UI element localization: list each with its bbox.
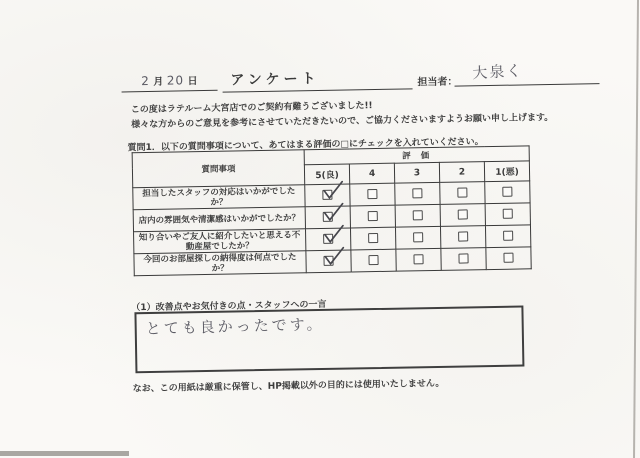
question-label: 今回のお部屋探しの納得度は何点でしたか？ (134, 251, 306, 276)
table-header-rating: 評価 (304, 146, 529, 165)
checkmark-icon (322, 225, 344, 246)
date-day-label: 日 (187, 76, 198, 88)
checkbox[interactable] (458, 254, 468, 264)
rating-column-4: 4 (349, 163, 394, 184)
rating-checkbox-cell[interactable] (485, 181, 530, 204)
rating-checkbox-cell[interactable] (440, 226, 485, 249)
rating-checkbox-cell[interactable] (305, 228, 350, 251)
checkbox[interactable] (503, 209, 513, 219)
rating-checkbox-cell[interactable] (350, 205, 395, 228)
rating-checkbox-cell[interactable] (440, 182, 485, 205)
checkmark-icon (321, 181, 343, 202)
rating-checkbox-cell[interactable] (395, 226, 440, 249)
checkbox[interactable] (503, 231, 513, 241)
checkbox[interactable] (503, 253, 513, 263)
checkbox[interactable] (457, 188, 467, 198)
page-title: アンケート (230, 70, 320, 89)
handwritten-comment: とても良かったです。 (145, 315, 325, 338)
checkbox[interactable] (367, 189, 377, 199)
rating-checkbox-cell[interactable] (395, 182, 440, 205)
rating-checkbox-cell[interactable] (396, 248, 441, 271)
rating-checkbox-cell[interactable] (351, 249, 396, 272)
checkbox[interactable] (323, 256, 333, 266)
checkbox[interactable] (458, 232, 468, 242)
checkbox[interactable] (322, 190, 332, 200)
staff-label: 担当者： (417, 76, 458, 89)
checkbox[interactable] (323, 234, 333, 244)
date-month-label: 月 (153, 76, 164, 88)
question-label: 知り合いやご友人に紹介したいと思える不動産屋でしたか？ (134, 229, 306, 254)
checkbox[interactable] (323, 212, 333, 222)
staff-underline (455, 83, 600, 87)
checkbox[interactable] (368, 211, 378, 221)
survey-date (121, 72, 217, 93)
intro-line-2: 様々な方からのご意見を参考にさせていただきたいので、ご協力くださいますようお願い申し上げます。 (131, 112, 554, 131)
checkbox[interactable] (413, 210, 423, 220)
title-underline (222, 66, 412, 92)
staff-field (417, 61, 599, 89)
date-month-handwritten: 2 (141, 73, 150, 89)
question-label: 店内の雰囲気や清潔感はいかがでしたか？ (133, 207, 305, 232)
checkbox[interactable] (458, 210, 468, 220)
table-header-questions: 質問事項 (132, 150, 305, 188)
rating-column-2: 2 (439, 162, 484, 183)
question-label: 担当したスタッフの対応はいかがでしたか？ (133, 185, 305, 210)
checkbox[interactable] (368, 255, 378, 265)
checkmark-icon (322, 203, 344, 224)
rating-checkbox-cell[interactable] (306, 250, 351, 273)
rating-checkbox-cell[interactable] (486, 247, 531, 270)
checkbox[interactable] (368, 233, 378, 243)
rating-checkbox-cell[interactable] (305, 184, 350, 207)
checkbox[interactable] (413, 232, 423, 242)
rating-column-1: 1(悪) (484, 161, 529, 182)
comment-box[interactable] (134, 305, 524, 373)
rating-checkbox-cell[interactable] (350, 183, 395, 206)
checkbox[interactable] (412, 188, 422, 198)
rating-checkbox-cell[interactable] (485, 203, 530, 226)
rating-checkbox-cell[interactable] (305, 206, 350, 229)
rating-checkbox-cell[interactable] (395, 204, 440, 227)
checkbox[interactable] (502, 187, 512, 197)
intro-line-1: この度はラテルーム大宮店でのご契約有難うございました!! (130, 101, 373, 116)
question1-instruction: 質問1．以下の質問事項について、あてはまる評価の□にチェックを入れていください。 (127, 137, 484, 154)
scan-corner-artifact (0, 451, 129, 456)
rating-column-5: 5(良) (304, 164, 349, 185)
rating-checkbox-cell[interactable] (441, 248, 486, 271)
date-day-handwritten: 20 (166, 73, 185, 88)
questions-table (132, 145, 532, 276)
staff-name-handwritten: 大泉く (471, 61, 524, 83)
rating-checkbox-cell[interactable] (440, 204, 485, 227)
checkmark-icon (322, 247, 344, 268)
rating-column-3: 3 (394, 162, 439, 183)
checkbox[interactable] (413, 254, 423, 264)
intro-text (131, 96, 554, 133)
rating-checkbox-cell[interactable] (350, 227, 395, 250)
footer-note: なお、この用紙は厳重に保管し、HP掲載以外の目的には使用いたしません。 (132, 378, 445, 395)
rating-checkbox-cell[interactable] (485, 225, 530, 248)
feedback-section-label: （1）改善点やお気付きの点・スタッフへの一言 (131, 299, 327, 314)
